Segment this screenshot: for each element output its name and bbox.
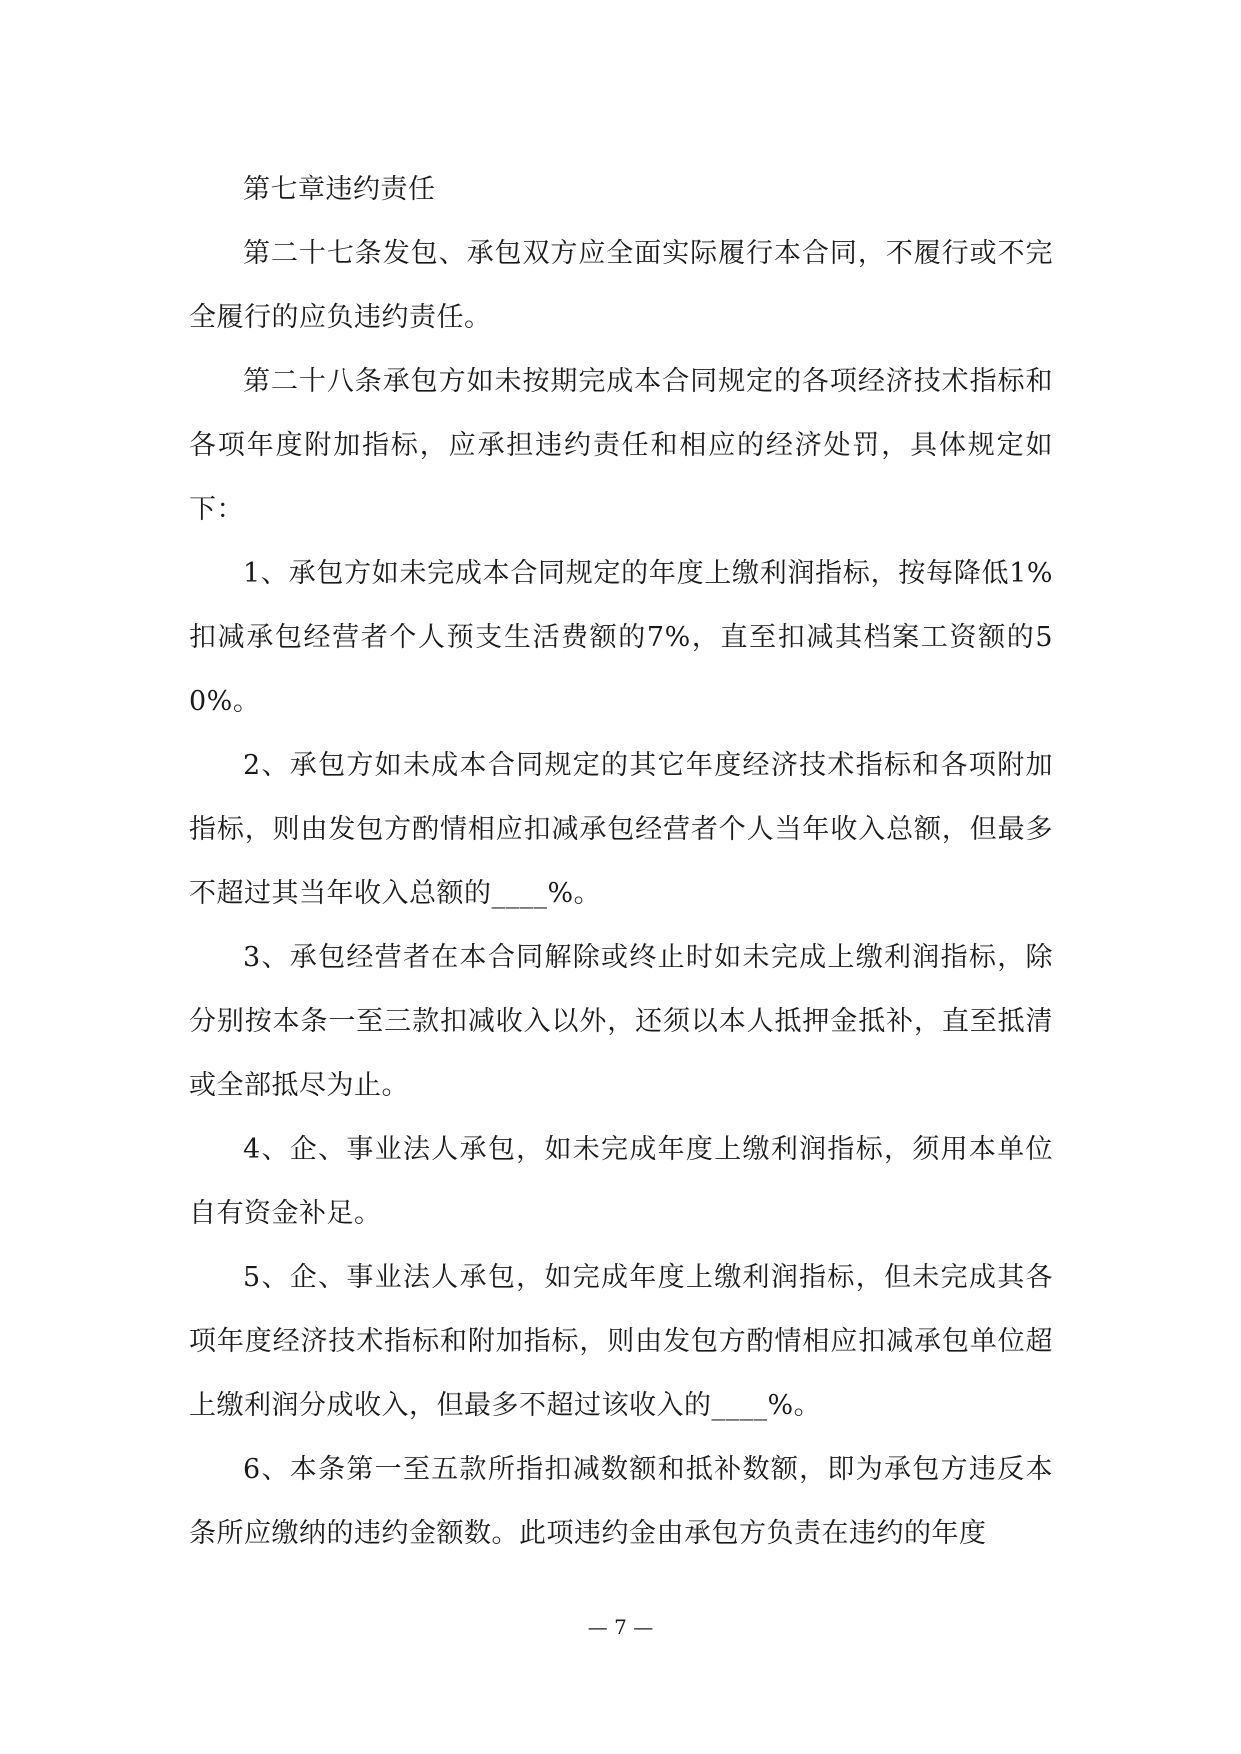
clause-1-paragraph: 1、承包方如未完成本合同规定的年度上缴利润指标，按每降低1%扣减承包经营者个人预支生活费额的7%，直至扣减其档案工资额的50%。 bbox=[189, 558, 1053, 717]
clause-6-paragraph: 6、本条第一至五款所指扣减数额和抵补数额，即为承包方违反本条所应缴纳的违约金额数。此项违约金由承包方负责在违约的年度 bbox=[189, 1454, 1053, 1549]
clause-5-paragraph: 5、企、事业法人承包，如完成年度上缴利润指标，但未完成其各项年度经济技术指标和附加指标，则由发包方酌情相应扣减承包单位超上缴利润分成收入，但最多不超过该收入的____%。 bbox=[189, 1262, 1053, 1421]
clause-3-paragraph: 3、承包经营者在本合同解除或终止时如未完成上缴利润指标，除分别按本条一至三款扣减收入以外，还须以本人抵押金抵补，直至抵清或全部抵尽为止。 bbox=[189, 942, 1053, 1101]
page-number: — 7 — bbox=[587, 1615, 654, 1639]
clause-2-paragraph: 2、承包方如未成本合同规定的其它年度经济技术指标和各项附加指标，则由发包方酌情相应扣减承包经营者个人当年收入总额，但最多不超过其当年收入总额的____%。 bbox=[189, 750, 1053, 909]
clause-4-paragraph: 4、企、事业法人承包，如未完成年度上缴利润指标，须用本单位自有资金补足。 bbox=[189, 1134, 1053, 1229]
article-28-paragraph: 第二十八条承包方如未按期完成本合同规定的各项经济技术指标和各项年度附加指标，应承担违约责任和相应的经济处罚，具体规定如下： bbox=[189, 366, 1053, 525]
chapter-heading: 第七章违约责任 bbox=[243, 174, 436, 205]
article-27-paragraph: 第二十七条发包、承包双方应全面实际履行本合同，不履行或不完全履行的应负违约责任。 bbox=[189, 238, 1053, 333]
document-body bbox=[189, 158, 1053, 1566]
